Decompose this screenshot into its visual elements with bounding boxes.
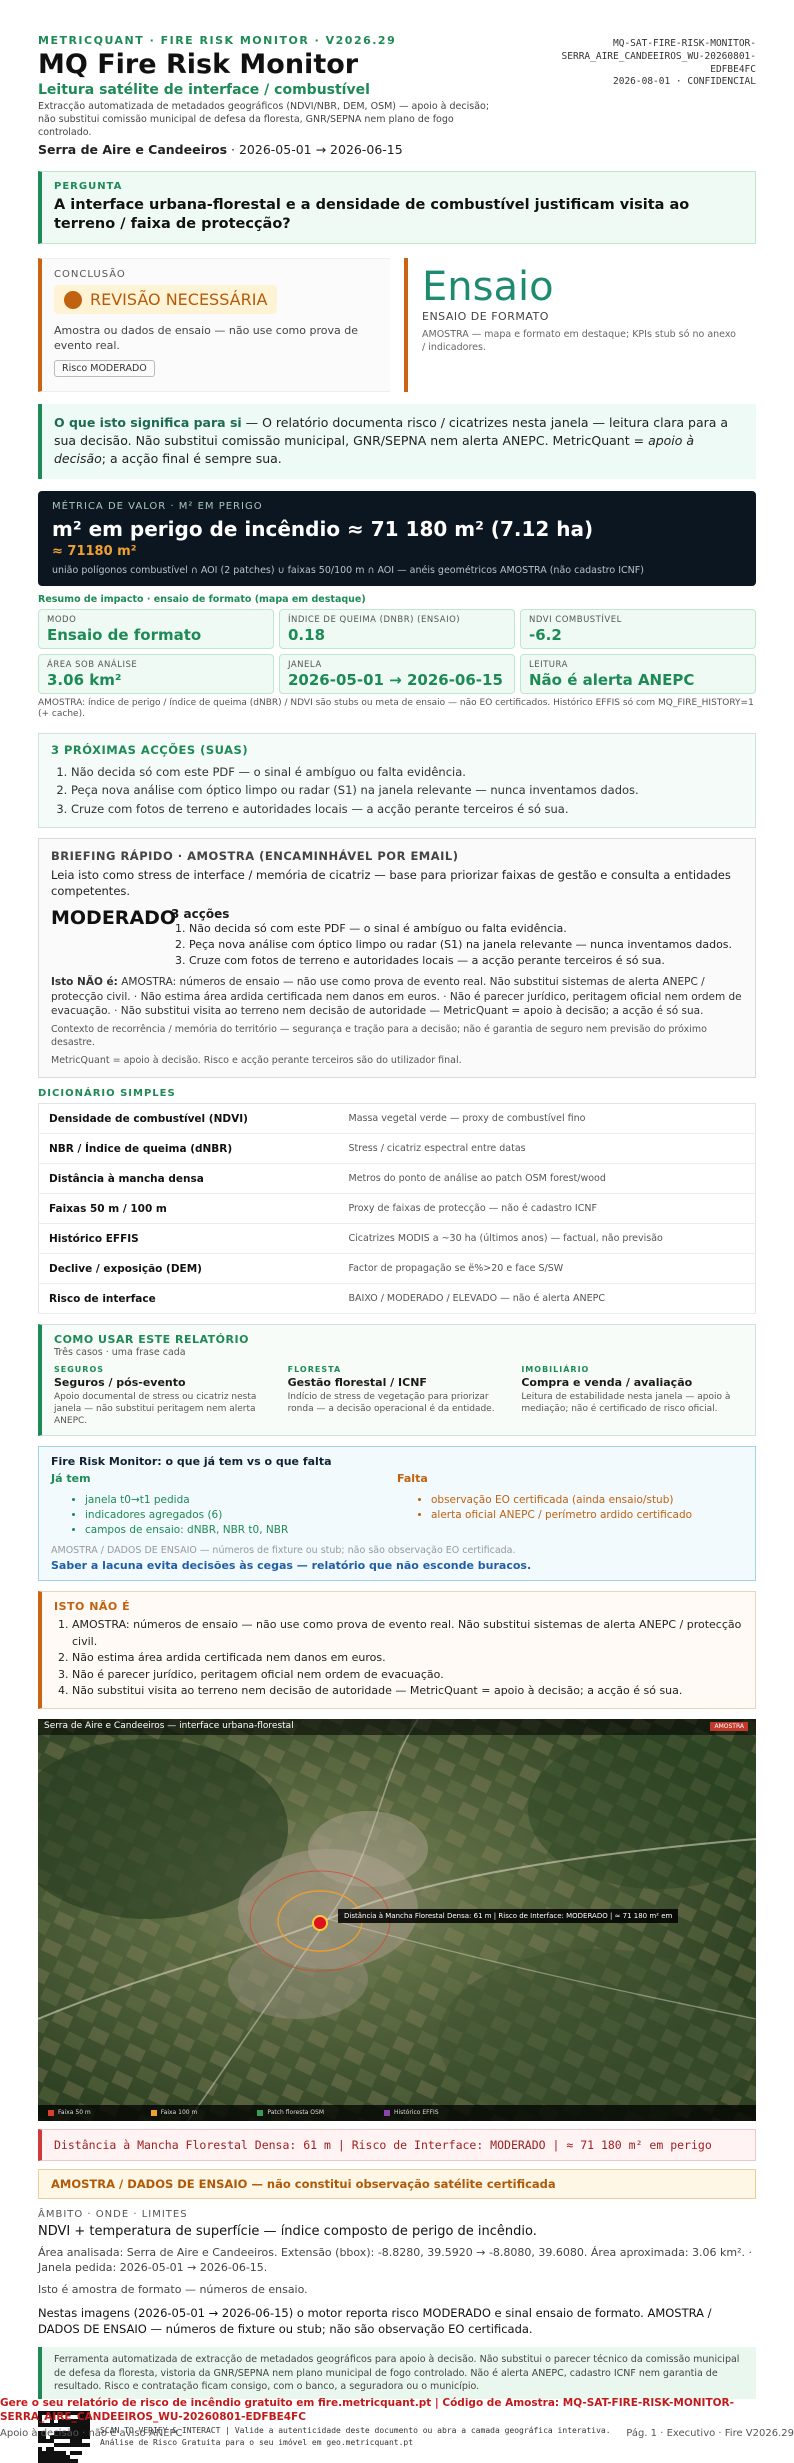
legend-swatch-icon: [48, 2110, 54, 2116]
table-row: [39, 1284, 756, 1314]
kpi-card: [520, 654, 756, 694]
usage-kicker: IMOBILIÁRIO: [521, 1365, 590, 1374]
briefing-actions-list: [171, 921, 732, 969]
usage-columns: [54, 1365, 743, 1427]
ref-date: 2026-08-01 · CONFIDENCIAL: [613, 76, 756, 88]
usage-subheading: Três casos · uma frase cada: [54, 1347, 186, 1358]
list-item: • observação EO certificada (ainda ensaio/stub): [431, 1493, 743, 1508]
next-actions-list: [51, 763, 743, 818]
scope-area: Área analisada: Serra de Aire e Candeeiros. Extensão (bbox): -8.8280, 39.5920 → -8.8080, 39.6080. Área aproximada: 3.06 km². · Janela pedida: 2026-05-01 → 2026-06-15.: [38, 2245, 753, 2275]
conclusion-card: [38, 258, 390, 392]
scope-sample: Isto é amostra de formato — números de ensaio.: [38, 2282, 308, 2296]
ensaio-title: Ensaio: [422, 264, 554, 311]
kpi-card: [520, 609, 756, 649]
not-this-list: [54, 1617, 743, 1700]
usage-box: [38, 1324, 756, 1436]
legend-swatch-icon: [384, 2110, 390, 2116]
term: Declive / exposição (DEM): [39, 1254, 339, 1284]
usage-desc: Apoio documental de stress ou cicatriz nesta janela — não substitui peritagem nem alerta ANEPC.: [54, 1392, 257, 1427]
satellite-map[interactable]: [38, 1719, 756, 2121]
gap-miss-heading: Falta: [397, 1472, 428, 1486]
gap-cta: Saber a lacuna evita decisões às cegas — relatório que não esconde buracos.: [51, 1559, 532, 1573]
list-item: 2. Peça nova análise com óptico limpo ou radar (S1) na janela relevante — nunca inventamos dados.: [189, 937, 732, 953]
definition: BAIXO / MODERADO / ELEVADO — não é alerta ANEPC: [339, 1284, 756, 1314]
sample-banner: AMOSTRA / DADOS DE ENSAIO — não constitui observação satélite certificada: [38, 2169, 756, 2199]
brand-line: METRICQUANT · FIRE RISK MONITOR · V2026.29: [38, 34, 397, 47]
gap-have-col: [51, 1472, 397, 1537]
gap-note: AMOSTRA / DADOS DE ENSAIO — números de fixture ou stub; não são observação EO certificada.: [51, 1545, 516, 1557]
definition: Proxy de faixas de protecção — não é cadastro ICNF: [339, 1194, 756, 1224]
conclusion-note: Amostra ou dados de ensaio — não use como prova de evento real.: [54, 324, 358, 352]
table-row: [39, 1254, 756, 1284]
briefing-actions: [171, 907, 732, 969]
metric-alt: ≈ 71180 m²: [52, 543, 137, 559]
ensaio-subtitle: ENSAIO DE FORMATO: [422, 310, 549, 324]
list-item: • campos de ensaio: dNBR, NBR t0, NBR: [85, 1523, 397, 1538]
metric-headline: m² em perigo de incêndio ≈ 71 180 m² (7.12 ha): [52, 516, 594, 541]
table-row: [39, 1194, 756, 1224]
qr-line: SCAN TO VERIFY & INTERACT | Valide a autenticidade deste documento ou abra a camada geográfica interativa.: [100, 2426, 611, 2436]
map-sample-badge: AMOSTRA: [710, 1722, 748, 1731]
usage-column: [288, 1365, 510, 1427]
usage-desc: Leitura de estabilidade nesta janela — apoio à mediação; não é certificado de risco oficial.: [521, 1392, 731, 1415]
kpi-card: [279, 609, 515, 649]
not-this-box: [38, 1591, 756, 1709]
briefing-mode: MODERADO: [51, 907, 177, 930]
place-line: [38, 142, 508, 157]
next-actions-heading: 3 PRÓXIMAS ACÇÕES (SUAS): [51, 742, 249, 757]
term: NBR / Índice de queima (dNBR): [39, 1134, 339, 1164]
kpi-grid: [38, 609, 756, 694]
table-row: [39, 1224, 756, 1254]
gap-miss-col: [397, 1472, 743, 1537]
briefing-footer: MetricQuant = apoio à decisão. Risco e acção perante terceiros são do utilizador final.: [51, 1054, 462, 1066]
page-footer: [0, 2384, 794, 2439]
definition: Cicatrizes MODIS a ~30 ha (últimos anos) — factual, não previsão: [339, 1224, 756, 1254]
list-item: 2. Não estima área ardida certificada nem danos em euros.: [72, 1650, 743, 1667]
list-item: 1. Não decida só com este PDF — o sinal é ambíguo ou falta evidência.: [189, 921, 732, 937]
conclusion-row: [38, 258, 756, 392]
usage-column: [521, 1365, 743, 1427]
metric-panel: [38, 491, 756, 586]
legend-item: [257, 2109, 324, 2117]
term: Densidade de combustível (NDVI): [39, 1104, 339, 1134]
map-title: Serra de Aire e Candeeiros — interface urbana-florestal: [38, 1719, 756, 1735]
meaning-text: — O relatório documenta risco / cicatrizes nesta janela — leitura clara para a sua decisão. Não substitui comissão municipal, GNR/SEPNA nem alerta ANEPC. MetricQuant =: [54, 415, 729, 449]
list-item: • alerta oficial ANEPC / perímetro ardido certificado: [431, 1508, 743, 1523]
kpi-key: MODO: [47, 614, 77, 625]
briefing-not-label: Isto NÃO é:: [51, 976, 118, 989]
table-row: [39, 1104, 756, 1134]
location-pin-icon[interactable]: [312, 1915, 328, 1931]
scope-heading: ÂMBITO · ONDE · LIMITES: [38, 2208, 188, 2220]
definition: Massa vegetal verde — proxy de combustível fino: [339, 1104, 756, 1134]
kpi-value: Ensaio de formato: [47, 625, 202, 644]
legend-label: Faixa 50 m: [58, 2109, 91, 2117]
kpi-key: ÍNDICE DE QUEIMA (DNBR) (ENSAIO): [288, 614, 461, 625]
legend-label: Faixa 100 m: [160, 2109, 198, 2117]
footer-right: Pág. 1 · Executivo · Fire V2026.29: [626, 2428, 794, 2440]
meaning-tail: ; a acção final é sempre sua.: [101, 451, 282, 467]
briefing-box: [38, 838, 756, 1078]
disclaimer-box: Ferramenta automatizada de extracção de metadados geográficos para apoio à decisão. Não substitui o parecer técnico da comissão municipal de defesa da floresta, vistoria da GNR/SEPNA nem plano municipal de fogo controlado. Não é alerta ANEPC, cadastro ICNF nem garantia de resultado. Risco e contratação ficam consigo, com o banco, a seguradora ou o município.: [38, 2347, 756, 2399]
list-item: 4. Não substitui visita ao terreno nem decisão de autoridade — MetricQuant = apoio à decisão; a acção é só sua.: [72, 1683, 743, 1700]
kpi-key: JANELA: [288, 659, 322, 670]
question-box: [38, 171, 756, 244]
meaning-box: [38, 404, 756, 478]
gap-columns: [51, 1472, 743, 1537]
not-this-heading: ISTO NÃO É: [54, 1600, 131, 1614]
usage-kicker: SEGUROS: [54, 1365, 105, 1374]
impact-label: Resumo de impacto · ensaio de formato (mapa em destaque): [38, 593, 366, 605]
gap-box: [38, 1446, 756, 1581]
briefing-intro: Leia isto como stress de interface / memória de cicatriz — base para priorizar faixas de gestão e consulta a entidades competentes.: [51, 868, 731, 899]
legend-label: Patch floresta OSM: [267, 2109, 324, 2117]
ensaio-card: [404, 258, 756, 392]
gap-heading: Fire Risk Monitor: o que já tem vs o que falta: [51, 1455, 332, 1469]
legend-item: [151, 2109, 198, 2117]
map-legend: [38, 2105, 756, 2121]
ref-line: SERRA_AIRE_CANDEEIROS_WU-20260801-: [561, 50, 756, 62]
list-item: 2. Peça nova análise com óptico limpo ou radar (S1) na janela relevante — nunca inventamos dados.: [71, 781, 743, 799]
risk-chip: Risco MODERADO: [54, 360, 155, 377]
briefing-not-text: AMOSTRA: números de ensaio — não use como prova de evento real. Não substitui sistemas de alerta ANEPC / protecção civil. · Não estima área ardida certificada nem danos em euros. · Não é parecer jurídico, peritagem oficial nem ordem de evacuação. · Não substitui visita ao terreno nem decisão de autoridade — MetricQuant = apoio à decisão; a acção é só sua.: [51, 976, 742, 1018]
gap-have-heading: Já tem: [51, 1472, 91, 1486]
list-item: 1. AMOSTRA: números de ensaio — não use como prova de evento real. Não substitui sistemas de alerta ANEPC / protecção civil.: [72, 1617, 743, 1650]
distance-banner: Distância à Mancha Florestal Densa: 61 m | Risco de Interface: MODERADO | ≈ 71 180 m² em perigo: [38, 2129, 756, 2161]
report-subtitle: Leitura satélite de interface / combustível: [38, 82, 370, 98]
briefing-row: [51, 907, 743, 969]
scope-images: Nestas imagens (2026-05-01 → 2026-06-15) o motor reporta risco MODERADO e sinal ensaio de formato. AMOSTRA / DADOS DE ENSAIO — números de fixture ou stub; não são observação EO certificada.: [38, 2306, 712, 2337]
definition: Metros do ponto de análise ao patch OSM forest/wood: [339, 1164, 756, 1194]
briefing-context: Contexto de recorrência / memória do território — segurança e tração para a decisão; não é garantia de seguro nem previsão do próximo desastre.: [51, 1024, 707, 1049]
dictionary-table: [38, 1103, 756, 1314]
term: Histórico EFFIS: [39, 1224, 339, 1254]
briefing-heading: BRIEFING RÁPIDO · AMOSTRA (ENCAMINHÁVEL POR EMAIL): [51, 849, 459, 864]
kpi-card: [38, 609, 274, 649]
usage-title: Gestão florestal / ICNF: [287, 1376, 427, 1389]
list-item: 1. Não decida só com este PDF — o sinal é ambíguo ou falta evidência.: [71, 763, 743, 781]
qr-cell: [86, 2459, 90, 2463]
scope-title: NDVI + temperatura de superfície — índice composto de perigo de incêndio.: [38, 2223, 537, 2239]
report-header: [38, 34, 756, 157]
dictionary-heading: DICIONÁRIO SIMPLES: [38, 1088, 176, 1099]
verdict-badge: [54, 285, 277, 314]
metric-label: MÉTRICA DE VALOR · M² EM PERIGO: [52, 500, 263, 512]
list-item: 3. Cruze com fotos de terreno e autoridades locais — a acção perante terceiros é só sua.: [71, 800, 743, 818]
gap-miss-list: [397, 1493, 743, 1522]
reference-block: [546, 38, 756, 89]
next-actions-box: [38, 733, 756, 828]
list-item: 3. Não é parecer jurídico, peritagem oficial nem ordem de evacuação.: [72, 1667, 743, 1684]
term: Risco de interface: [39, 1284, 339, 1314]
question-text: A interface urbana-florestal e a densidade de combustível justificam visita ao terreno / faixa de protecção?: [54, 197, 690, 233]
usage-title: Compra e venda / avaliação: [521, 1376, 693, 1389]
kpi-value: 3.06 km²: [47, 670, 122, 689]
ref-line: EDFBE4FC: [710, 63, 756, 75]
kpi-value: 2026-05-01 → 2026-06-15: [288, 670, 503, 689]
warning-dot-icon: [64, 291, 82, 309]
place-name: Serra de Aire e Candeeiros: [38, 142, 228, 158]
legend-swatch-icon: [257, 2110, 263, 2116]
list-item: • janela t0→t1 pedida: [85, 1493, 397, 1508]
usage-column: [54, 1365, 276, 1427]
briefing-actions-heading: 3 acções: [171, 907, 230, 922]
table-row: [39, 1164, 756, 1194]
report-description: Extracção automatizada de metadados geográficos (NDVI/NBR, DEM, OSM) — apoio à decisão; não substitui comissão municipal de defesa da floresta, GNR/SEPNA nem plano de fogo controlado.: [38, 101, 490, 138]
definition: Stress / cicatriz espectral entre datas: [339, 1134, 756, 1164]
meaning-lead: O que isto significa para si: [54, 415, 242, 431]
legend-item: [48, 2109, 91, 2117]
map-tooltip: Distância à Mancha Florestal Densa: 61 m | Risco de Interface: MODERADO | ≈ 71 180 m² em: [338, 1909, 678, 1923]
definition: Factor de propagação se ë%>20 e face S/SW: [339, 1254, 756, 1284]
term: Distância à mancha densa: [39, 1164, 339, 1194]
question-label: PERGUNTA: [54, 181, 123, 193]
kpi-value: Não é alerta ANEPC: [529, 670, 695, 689]
kpi-key: LEITURA: [529, 659, 568, 670]
legend-swatch-icon: [151, 2110, 157, 2116]
usage-heading: COMO USAR ESTE RELATÓRIO: [54, 1333, 249, 1346]
footer-left: Apoio à decisão · não é aviso ANEPC: [0, 2428, 183, 2440]
kpi-key: NDVI COMBUSTÍVEL: [529, 614, 622, 625]
header-left: [38, 34, 508, 157]
kpi-key: ÁREA SOB ANÁLISE: [47, 659, 138, 670]
kpi-card: [38, 654, 274, 694]
meaning-emphasis: apoio à decisão: [54, 433, 695, 467]
report-title: MQ Fire Risk Monitor: [38, 49, 359, 80]
usage-kicker: FLORESTA: [287, 1365, 342, 1374]
cta-link[interactable]: Gere o seu relatório de risco de incêndio gratuito em fire.metricquant.pt | Código de Amostra: MQ-SAT-FIRE-RISK-MONITOR-SERRA_AIRE_CANDEEIROS_WU-20260801-EDFBE4FC: [0, 2397, 734, 2424]
term: Faixas 50 m / 100 m: [39, 1194, 339, 1224]
kpi-card: [279, 654, 515, 694]
legend-label: Histórico EFFIS: [394, 2109, 439, 2117]
conclusion-label: CONCLUSÃO: [54, 269, 126, 281]
qr-link[interactable]: Análise de Risco Gratuita para o seu imóvel em geo.metricquant.pt: [100, 2438, 414, 2448]
period: · 2026-05-01 → 2026-06-15: [231, 142, 403, 158]
metric-note: união polígonos combustível ∩ AOI (2 patches) ∪ faixas 50/100 m ∩ AOI — anéis geométricos AMOSTRA (não cadastro ICNF): [52, 564, 644, 576]
list-item: • indicadores agregados (6): [85, 1508, 397, 1523]
usage-title: Seguros / pós-evento: [54, 1376, 186, 1389]
gap-have-list: [51, 1493, 397, 1537]
ref-line: MQ-SAT-FIRE-RISK-MONITOR-: [613, 38, 756, 49]
list-item: 3. Cruze com fotos de terreno e autoridades locais — a acção perante terceiros é só sua.: [189, 953, 732, 969]
kpi-value: 0.18: [288, 625, 326, 644]
ensaio-note: AMOSTRA — mapa e formato em destaque; KPIs stub só no anexo / indicadores.: [422, 329, 736, 353]
legend-item: [384, 2109, 439, 2117]
footer-line: [0, 2428, 794, 2439]
kpi-footnote: AMOSTRA: índice de perigo / índice de queima (dNBR) / NDVI são stubs ou meta de ensaio — não EO certificados. Histórico EFFIS só com MQ_FIRE_HISTORY=1 (+ cache).: [38, 697, 754, 720]
kpi-value: -6.2: [529, 625, 562, 644]
briefing-not: [51, 975, 743, 1019]
table-row: [39, 1134, 756, 1164]
usage-desc: Indício de stress de vegetação para priorizar ronda — a decisão operacional é da entidade.: [287, 1392, 495, 1415]
verdict-text: REVISÃO NECESSÁRIA: [90, 290, 268, 310]
